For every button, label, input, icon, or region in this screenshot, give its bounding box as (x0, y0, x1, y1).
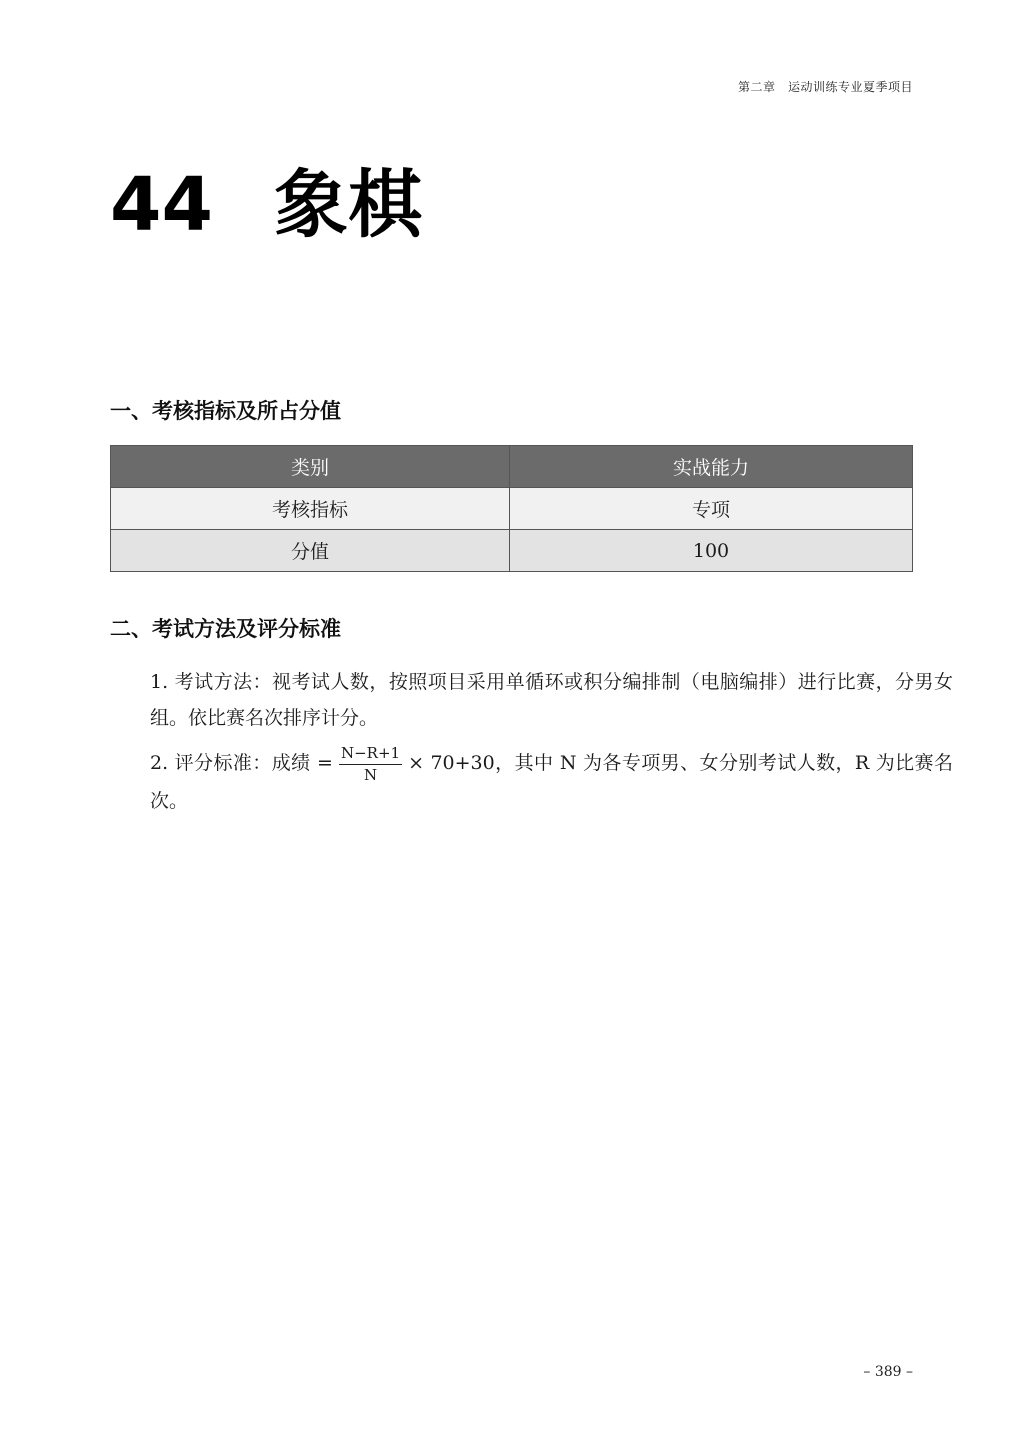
assessment-table (110, 445, 913, 572)
table-cell: 考核指标 (111, 488, 510, 530)
scoring-paragraph (110, 745, 953, 819)
method-paragraph: 1. 考试方法：视考试人数，按照项目采用单循环或积分编排制（电脑编排）进行比赛，分男女组。依比赛名次排序计分。 (150, 671, 953, 729)
section-heading-method: 二、考试方法及评分标准 (110, 617, 341, 641)
table-row (111, 488, 913, 530)
table-row (111, 530, 913, 572)
chapter-title (110, 160, 422, 250)
chapter-name: 象棋 (274, 162, 422, 248)
chapter-number: 44 (110, 162, 213, 248)
score-fraction (339, 743, 402, 784)
page-number: – 389 – (863, 1364, 913, 1380)
table-cell: 100 (510, 530, 913, 572)
table-header-cell: 类别 (111, 446, 510, 488)
fraction-denominator: N (363, 765, 378, 784)
scoring-prefix: 2. 评分标准：成绩 = (150, 752, 333, 774)
scoring-suffix: × 70+30，其中 N 为各专项男、女分别考试人数，R 为比赛名次。 (150, 752, 953, 812)
table-header-cell: 实战能力 (510, 446, 913, 488)
table-cell: 专项 (510, 488, 913, 530)
section-heading-assessment: 一、考核指标及所占分值 (110, 399, 341, 423)
fraction-numerator: N−R+1 (339, 746, 402, 765)
table-header-row (111, 446, 913, 488)
running-header: 第二章 运动训练专业夏季项目 (737, 80, 913, 94)
table-cell: 分值 (111, 530, 510, 572)
